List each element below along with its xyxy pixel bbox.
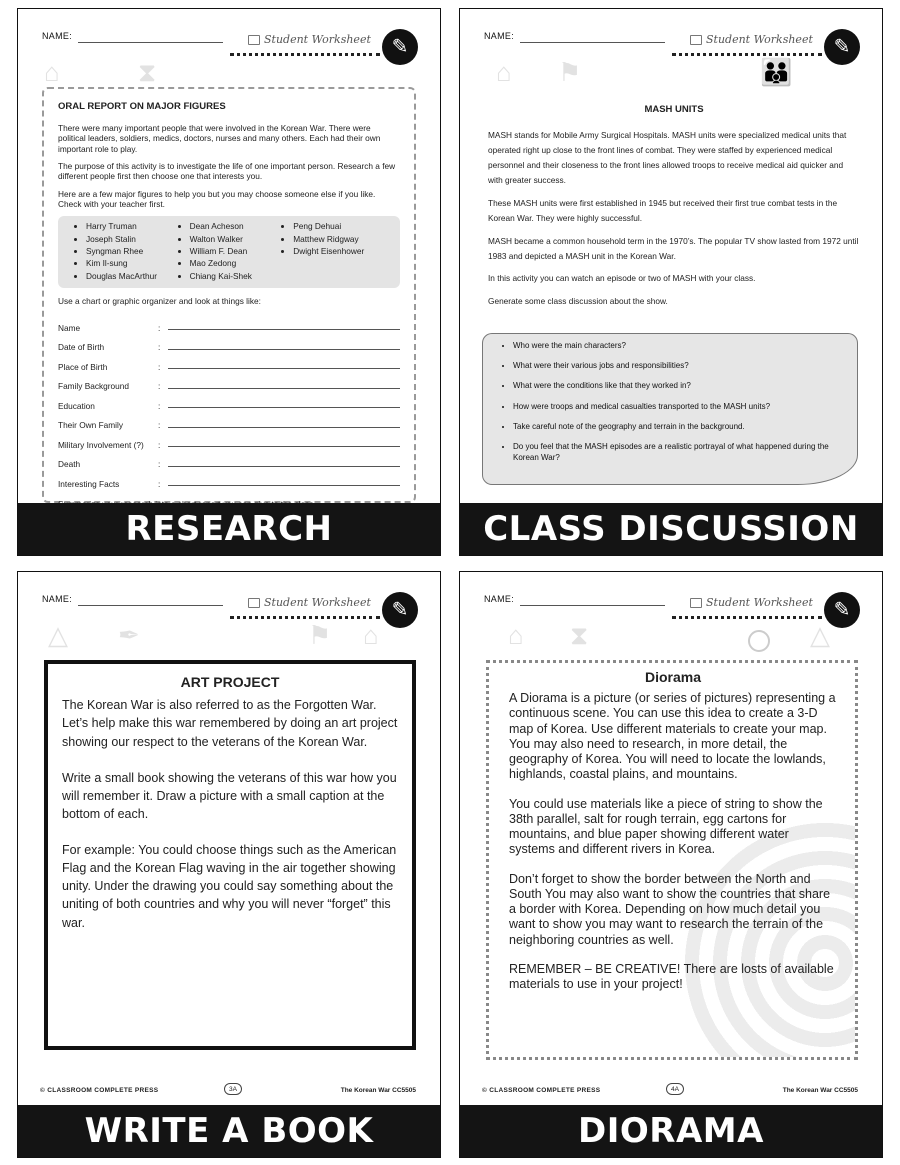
worksheet-header	[18, 9, 440, 87]
discussion-questions	[482, 333, 858, 485]
list-item: • How were troops and medical casualties transported to the MASH units?	[513, 401, 845, 412]
answer-line[interactable]	[168, 485, 400, 486]
paragraph: These MASH units were first established in 1945 but received their first true combat tests in the Korean War. They were highly successful.	[488, 197, 838, 223]
dotted-divider	[672, 53, 822, 56]
list-item: • Kim Il-sung	[86, 258, 184, 268]
field-row: Military Involvement (?) :	[58, 431, 400, 451]
paragraph: MASH stands for Mobile Army Surgical Hospitals. MASH units were specialized medical units that operated right up close to the front lines of combat. They were staffed by experienced medical personnel and their closeness to the front lines allowed troops to receive medical aid quicker and with greater success.	[488, 130, 847, 185]
house-icon: ⌂	[508, 620, 524, 650]
flag-icon: ⚑	[558, 57, 582, 87]
paragraph: Here are a few major figures to help you but you may choose someone else if you like. Check with your teacher first.	[58, 188, 376, 210]
answer-line[interactable]	[168, 407, 400, 408]
figures-column	[287, 221, 391, 283]
name-line	[520, 42, 665, 43]
paragraph: In this activity you can watch an episode or two of MASH with your class.	[488, 273, 756, 284]
list-item: • Do you feel that the MASH episodes are a realistic portrayal of what happened during the Korean War?	[513, 441, 845, 463]
page-footer	[18, 1081, 440, 1101]
field-label: Place of Birth	[58, 361, 108, 372]
list-item: • William F. Dean	[190, 246, 288, 256]
list-item: • Joseph Stalin	[86, 234, 184, 244]
field-row: Education :	[58, 392, 400, 412]
answer-line[interactable]	[168, 329, 400, 330]
paragraph: REMEMBER – BE CREATIVE! There are losts of available materials to use in your project!	[509, 961, 834, 992]
product-code: The Korean War CC5505	[782, 1087, 858, 1094]
answer-line[interactable]	[168, 368, 400, 369]
instruction: Use a chart or graphic organizer and look at things like:	[58, 296, 261, 307]
answer-line[interactable]	[168, 388, 400, 389]
section-title: Diorama	[644, 669, 702, 685]
field-row: Name :	[58, 314, 400, 334]
dotted-divider	[230, 53, 380, 56]
page-footer	[460, 1081, 882, 1101]
section-band: WRITE A BOOK	[18, 1105, 440, 1157]
paragraph: Generate some class discussion about the show.	[488, 296, 668, 307]
answer-line[interactable]	[168, 466, 400, 467]
field-row: Place of Birth :	[58, 353, 400, 373]
field-row: Interesting Facts :	[58, 470, 400, 490]
list-item: • Peng Dehuai	[293, 221, 391, 231]
pyramid-icon: △	[48, 620, 68, 650]
pencil-icon: ✎	[382, 29, 418, 65]
house-icon: ⌂	[363, 620, 379, 650]
field-label: Family Background	[58, 381, 130, 392]
pyramid-icon: △	[810, 620, 830, 650]
field-label: Interesting Facts	[58, 478, 120, 489]
figures-column	[80, 221, 184, 283]
art-project-box	[44, 660, 416, 1050]
name-label: NAME:	[42, 594, 73, 604]
dotted-divider	[230, 616, 380, 619]
list-item: • Chiang Kai-Shek	[190, 271, 288, 281]
class-discussion-page	[459, 8, 883, 556]
dotted-divider	[672, 616, 822, 619]
clock-icon	[748, 630, 770, 652]
list-item: • Walton Walker	[190, 234, 288, 244]
write-a-book-page	[17, 571, 441, 1158]
section-title: ORAL REPORT ON MAJOR FIGURES	[58, 101, 226, 112]
answer-line[interactable]	[168, 349, 400, 350]
worksheet-label: Student Worksheet	[706, 33, 813, 46]
publisher-logo: © CLASSROOM COMPLETE PRESS	[40, 1087, 159, 1094]
answer-line[interactable]	[168, 446, 400, 447]
list-item: • Who were the main characters?	[513, 340, 845, 351]
paragraph: For example: You could choose things such as the American Flag and the Korean Flag waving in the air together showing unity. Under the drawing you could say something about the uniting of both countries and why you will never “forget” this war.	[62, 843, 397, 930]
field-label: Death	[58, 459, 81, 470]
research-page	[17, 8, 441, 556]
figures-column	[184, 221, 288, 283]
paragraph: Don’t forget to show the border between the North and South You may also want to show the countries that share a border with Korea. Depending on how much detail you want to show you may want to research the terrain of the neighboring countries as well.	[509, 871, 831, 947]
list-item: • Dwight Eisenhower	[293, 246, 391, 256]
worksheet-label: Student Worksheet	[706, 596, 813, 609]
field-row: Their Own Family :	[58, 411, 400, 431]
field-label: Date of Birth	[58, 342, 105, 353]
section-title: ART PROJECT	[180, 674, 280, 690]
section-band: RESEARCH	[18, 503, 440, 555]
field-row: Death :	[58, 450, 400, 470]
name-label: NAME:	[484, 31, 515, 41]
list-item: • Mao Zedong	[190, 258, 288, 268]
list-item: • What were their various jobs and responsibilities?	[513, 360, 845, 371]
list-item: • Dean Acheson	[190, 221, 288, 231]
pencil-icon: ✎	[824, 592, 860, 628]
hourglass-icon: ⧗	[138, 57, 157, 87]
paragraph: There were many important people that were involved in the Korean War. There were political leaders, soldiers, medics, doctors, nurses and many others. Each had their own important role to play.	[58, 122, 381, 154]
field-row: Family Background :	[58, 372, 400, 392]
worksheet-label: Student Worksheet	[264, 33, 371, 46]
house-icon: ⌂	[44, 57, 60, 87]
paragraph: The Korean War is also referred to as the Forgotten War. Let’s help make this war remembered by doing an art project showing our respect to the veterans of the Korean War.	[62, 698, 398, 749]
list-item: • Harry Truman	[86, 221, 184, 231]
list-item: • Douglas MacArthur	[86, 271, 184, 281]
name-line	[520, 605, 665, 606]
worksheet-header	[18, 572, 440, 650]
flag-icon: ⚑	[308, 620, 332, 650]
field-label: Name	[58, 322, 81, 333]
oral-report-box	[42, 87, 416, 503]
field-label: Military Involvement (?)	[58, 439, 144, 450]
paragraph: You could use materials like a piece of string to show the 38th parallel, salt for rough terrain, egg cartons for mountains, and blue paper showing different water systems and different rivers in Korea.	[509, 796, 823, 857]
hourglass-icon: ⧗	[570, 620, 589, 650]
paragraph: MASH became a common household term in the 1970’s. The popular TV show lasted from 1972 until 1983 and depicted a MASH unit in the Korean War.	[488, 235, 859, 261]
list-item: • Take careful note of the geography and terrain in the background.	[513, 421, 845, 432]
name-label: NAME:	[42, 31, 73, 41]
diorama-box	[486, 660, 858, 1060]
publisher-logo: © CLASSROOM COMPLETE PRESS	[482, 1087, 601, 1094]
section-band: CLASS DISCUSSION	[460, 503, 882, 555]
answer-line[interactable]	[168, 427, 400, 428]
field-row: Date of Birth :	[58, 333, 400, 353]
name-label: NAME:	[484, 594, 515, 604]
quill-icon: ✒	[118, 620, 140, 650]
worksheet-label: Student Worksheet	[264, 596, 371, 609]
figures-list	[58, 216, 400, 288]
product-code: The Korean War CC5505	[340, 1087, 416, 1094]
section-title: MASH UNITS	[644, 104, 704, 115]
diorama-page	[459, 571, 883, 1158]
list-item: • Syngman Rhee	[86, 246, 184, 256]
field-label: Their Own Family	[58, 420, 124, 431]
list-item: • What were the conditions like that they worked in?	[513, 380, 845, 391]
family-icon: 👪	[760, 57, 793, 87]
worksheet-header	[460, 572, 882, 650]
house-icon: ⌂	[496, 57, 512, 87]
field-label: Education	[58, 400, 95, 411]
list-item: • Matthew Ridgway	[293, 234, 391, 244]
paragraph: A Diorama is a picture (or series of pictures) representing a continuous scene. You can use this idea to create a 3-D map of Korea. Use different materials to create your map. You may also need to research, in more detail, the geography of Korea. You will need to locate the lowlands, highlands, coastal plains, and mountains.	[509, 691, 836, 782]
page-number: 3A	[224, 1083, 242, 1095]
name-line	[78, 42, 223, 43]
pencil-icon: ✎	[824, 29, 860, 65]
name-line	[78, 605, 223, 606]
paragraph: The purpose of this activity is to investigate the life of one important person. Research a few different people first then choose one that interests you.	[58, 160, 396, 182]
section-band: DIORAMA	[460, 1105, 882, 1157]
worksheet-header	[460, 9, 882, 87]
mash-text	[488, 101, 860, 317]
pencil-icon: ✎	[382, 592, 418, 628]
page-number: 4A	[666, 1083, 684, 1095]
paragraph: Write a small book showing the veterans of this war how you will remember it. Draw a picture with a small caption at the bottom of each.	[62, 770, 397, 821]
